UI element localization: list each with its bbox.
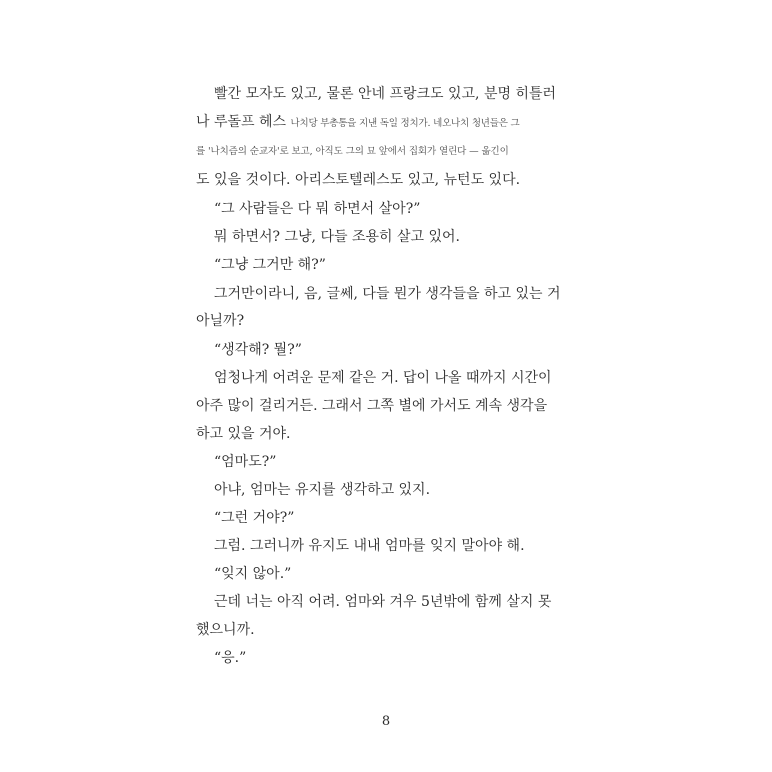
text-line: 그럼. 그러니까 유지도 내내 엄마를 잊지 말아야 해. — [214, 538, 525, 554]
text-line: 근데 너는 아직 어려. 엄마와 겨우 5년밖에 함께 살지 못 — [214, 594, 552, 610]
text-line: 하고 있을 거야. — [196, 426, 291, 442]
page-number: 8 — [381, 714, 391, 729]
dialogue-line: “응.” — [214, 650, 247, 666]
dialogue-line: “그냥 그거만 해?” — [214, 257, 326, 273]
dialogue-line: “그 사람들은 다 뭐 하면서 살아?” — [214, 201, 421, 217]
text-line: 도 있을 것이다. 아리스토텔레스도 있고, 뉴턴도 있다. — [196, 172, 521, 188]
text-line: 뭐 하면서? 그냥, 다들 조용히 살고 있어. — [214, 229, 460, 245]
translator-note-continued: 를 '나치즘의 순교자'로 보고, 아직도 그의 묘 앞에서 집회가 열린다 — 옮긴이 — [196, 146, 509, 157]
text-fragment: 나 루돌프 헤스 — [196, 114, 287, 130]
dialogue-line: “그런 거야?” — [214, 510, 295, 526]
text-line: 엄청나게 어려운 문제 같은 거. 답이 나올 때까지 시간이 — [214, 370, 552, 386]
text-line: 했으니까. — [196, 622, 255, 638]
dialogue-line: “생각해? 뭘?” — [214, 342, 302, 358]
dialogue-line: “엄마도?” — [214, 454, 277, 470]
text-line: 아주 많이 걸리거든. 그래서 그쪽 별에 가서도 계속 생각을 — [196, 398, 548, 414]
text-line-with-note — [196, 112, 556, 134]
dialogue-line: “잊지 않아.” — [214, 566, 292, 582]
text-line: 그거만이라니, 음, 글쎄, 다들 뭔가 생각들을 하고 있는 거 — [214, 286, 561, 302]
translator-note: 나치당 부총통을 지낸 독일 정치가. 네오나치 청년들은 그 — [290, 118, 520, 129]
text-line: 아닐까? — [196, 313, 245, 329]
text-line: 빨간 모자도 있고, 물론 안네 프랑크도 있고, 분명 히틀러 — [214, 86, 557, 102]
text-line: 아냐, 엄마는 유지를 생각하고 있지. — [214, 482, 431, 498]
